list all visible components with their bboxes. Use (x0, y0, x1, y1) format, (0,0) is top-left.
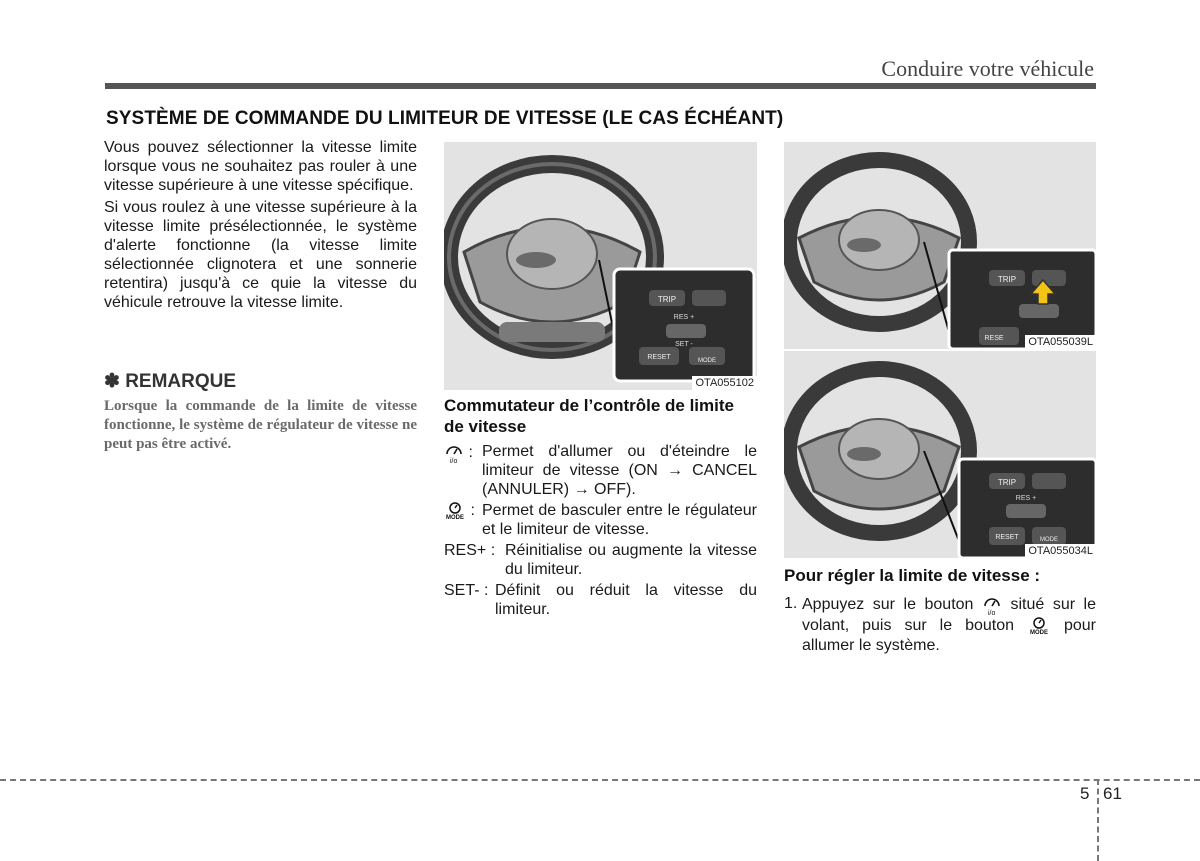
figure-3-caption: OTA055034L (1025, 544, 1096, 558)
item-key: : (470, 502, 475, 520)
item-text: Réinitialise ou augmente la vitesse du limiteur. (505, 542, 757, 578)
svg-text:MODE: MODE (1030, 630, 1048, 636)
mode-button-label: MODE (1040, 537, 1058, 543)
list-item-mode (444, 501, 757, 539)
figure-2-caption: OTA055039L (1025, 335, 1096, 349)
res-button-label: RES + (1015, 495, 1037, 502)
step-1 (784, 594, 1096, 655)
item-text: Définit ou réduit la vitesse du limiteur. (495, 582, 757, 618)
intro-text (104, 138, 417, 315)
list-item-res (444, 541, 757, 579)
steering-wheel-illustration-2 (784, 142, 1096, 349)
item-key: RES+ : (444, 542, 496, 559)
trip-button-label: TRIP (997, 275, 1017, 284)
steering-wheel-illustration-3 (784, 351, 1096, 558)
trip-button-label: TRIP (997, 478, 1017, 487)
reset-button-label: RESET (995, 534, 1019, 541)
speed-limiter-icon (444, 442, 464, 464)
speed-limiter-icon (982, 594, 1002, 616)
intro-paragraph-1: Vous pouvez sélectionner la vitesse limite lorsque vous ne souhaitez pas rouler à une vitesse supérieure à une vitesse spécifique. (104, 139, 417, 194)
step-number: 1. (784, 595, 798, 612)
mode-button-label: MODE (698, 358, 716, 364)
remark-heading: ✽ REMARQUE (104, 371, 237, 392)
item-key: SET- : (444, 582, 489, 599)
page-number: 61 (1103, 784, 1122, 803)
chapter-title: Conduire votre véhicule (881, 56, 1094, 81)
set-limit-section (784, 565, 1096, 657)
trip-button-label: TRIP (657, 295, 677, 304)
header-rule (105, 83, 1096, 89)
step-1-text: Appuyez sur le bouton i/o situé sur le volant, puis sur le bouton MODE pour allumer le système. (802, 594, 1096, 655)
svg-text:i/o: i/o (450, 458, 458, 464)
figure-1-caption: OTA055102 (692, 376, 757, 390)
res-button-label: RES + (673, 314, 695, 321)
figure-steering-wheel-3 (784, 351, 1096, 558)
footer-vertical-rule (1097, 779, 1099, 861)
mode-button-icon (444, 501, 466, 521)
item-key: : (468, 444, 473, 462)
switch-section (444, 395, 757, 621)
remark-text: Lorsque la commande de la limite de vitesse fonctionne, le système de régulateur de vitesse ne peut pas être activé. (104, 398, 417, 452)
chapter-number: 5 (1080, 784, 1090, 803)
section-title: SYSTÈME DE COMMANDE DU LIMITEUR DE VITESSE (LE CAS ÉCHÉANT) (106, 108, 784, 129)
figure-steering-wheel-1 (444, 142, 757, 390)
switch-heading: Commutateur de l’contrôle de limite de vitesse (444, 396, 734, 436)
svg-text:MODE: MODE (446, 515, 464, 521)
mode-button-icon (1027, 616, 1051, 636)
steering-wheel-illustration-1 (444, 142, 757, 390)
figure-steering-wheel-2 (784, 142, 1096, 349)
footer-rule (0, 779, 1200, 781)
svg-text:i/o: i/o (987, 610, 996, 616)
reset-button-label: RESET (647, 354, 671, 361)
reset-button-label: RESE (984, 335, 1004, 342)
item-text: Permet d'allumer ou d'éteindre le limiteur de vitesse (ON → CANCEL (ANNULER) → OFF). (482, 443, 757, 498)
set-limit-heading: Pour régler la limite de vitesse : (784, 566, 1041, 585)
list-item-set (444, 581, 757, 619)
item-text: Permet de basculer entre le régulateur et le limiteur de vitesse. (482, 502, 757, 538)
intro-paragraph-2: Si vous roulez à une vitesse supérieure à la vitesse limite présélectionnée, le système d'alerte fonctionne (la vitesse limite sélectionnée clignotera et une sonnerie retentira) jusqu'à ce quie la vitesse du véhicule retrouve la vitesse limite. (104, 199, 417, 311)
set-button-label: SET - (675, 341, 693, 348)
list-item-speed-limiter (444, 442, 757, 499)
